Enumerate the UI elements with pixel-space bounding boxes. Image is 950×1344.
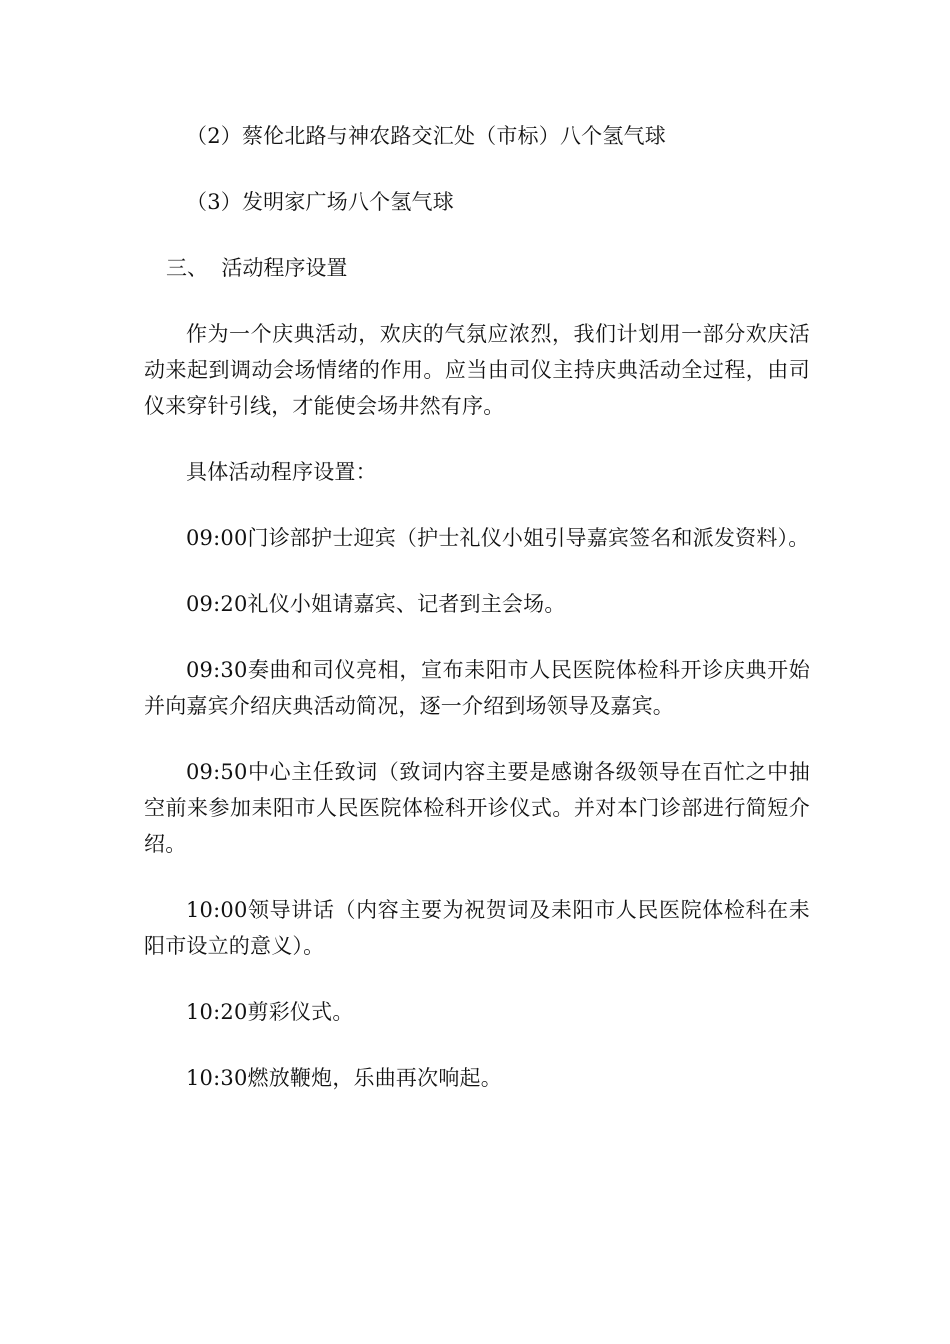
document-body (144, 118, 810, 1126)
schedule-item-0930: 09:30奏曲和司仪亮相，宣布耒阳市人民医院体检科开诊庆典开始并向嘉宾介绍庆典活动简况，逐一介绍到场领导及嘉宾。 (144, 658, 810, 718)
paragraph-balloons-inventor-square: （3）发明家广场八个氢气球 (186, 190, 454, 214)
schedule-item-0920: 09:20礼仪小姐请嘉宾、记者到主会场。 (186, 592, 566, 616)
paragraph-program-intro: 作为一个庆典活动，欢庆的气氛应浓烈，我们计划用一部分欢庆活动来起到调动会场情绪的作用。应当由司仪主持庆典活动全过程，由司仪来穿针引线，才能使会场井然有序。 (144, 322, 810, 418)
paragraph-program-list-title: 具体活动程序设置： (186, 460, 377, 484)
schedule-item-1020: 10:20剪彩仪式。 (186, 1000, 354, 1024)
schedule-item-1000: 10:00领导讲话（内容主要为祝贺词及耒阳市人民医院体检科在耒阳市设立的意义）。 (144, 898, 810, 958)
schedule-item-1030: 10:30燃放鞭炮，乐曲再次响起。 (186, 1066, 502, 1090)
schedule-item-0950: 09:50中心主任致词（致词内容主要是感谢各级领导在百忙之中抽空前来参加耒阳市人民医院体检科开诊仪式。并对本门诊部进行简短介绍。 (144, 760, 810, 856)
section-heading-program: 三、 活动程序设置 (166, 256, 348, 280)
paragraph-balloons-cailun-road: （2）蔡伦北路与神农路交汇处（市标）八个氢气球 (186, 124, 666, 148)
schedule-item-0900: 09:00门诊部护士迎宾（护士礼仪小姐引导嘉宾签名和派发资料）。 (186, 526, 810, 550)
